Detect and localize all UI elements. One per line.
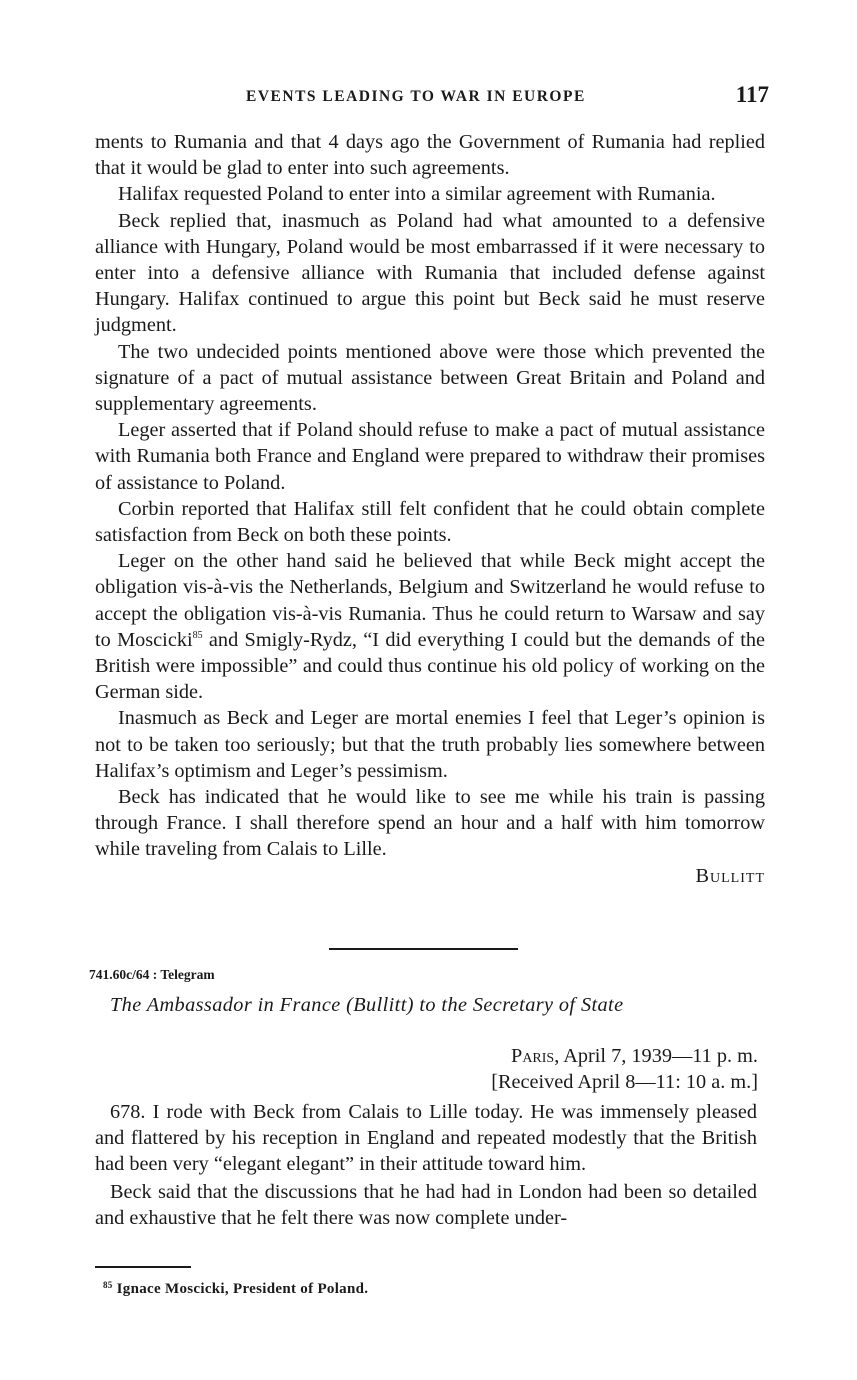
dateline-date: , April 7, 1939—11 p. m.: [554, 1045, 758, 1067]
file-reference: 741.60c/64 : Telegram: [89, 967, 215, 982]
paragraph: Corbin reported that Halifax still felt confident that he could obtain complete satisfaction from Beck on both these points.: [95, 497, 765, 547]
telegram-body-continued: [95, 129, 765, 889]
telegram-body: [95, 1099, 757, 1231]
document-title: The Ambassador in France (Bullitt) to the Secretary of State: [110, 994, 624, 1016]
footnote-reference[interactable]: 85: [192, 629, 203, 641]
section-divider: [329, 948, 518, 950]
received-line: [Received April 8—11: 10 a. m.]: [491, 1071, 758, 1093]
footnote-marker: 85: [103, 1280, 113, 1290]
footnote-text: Ignace Moscicki, President of Poland.: [116, 1281, 369, 1297]
sent-line: [491, 1043, 758, 1069]
paragraph: 678. I rode with Beck from Calais to Lille today. He was immensely pleased and flattered by his reception in England and repeated modestly that the British had been very “elegant elegant” in their attitude toward him.: [95, 1101, 757, 1175]
paragraph: Beck replied that, inasmuch as Poland had what amounted to a defensive alliance with Hungary, Poland would be most embarrassed if it were necessary to enter into a defensive alliance with Rumania that included defense against Hungary. Halifax continued to argue this point but Beck said he must reserve judgment.: [95, 209, 765, 337]
footnote: [103, 1281, 368, 1298]
paragraph: Halifax requested Poland to enter into a similar agreement with Rumania.: [118, 183, 716, 206]
paragraph: ments to Rumania and that 4 days ago the Government of Rumania had replied that it would be glad to enter into such agreements.: [95, 131, 765, 180]
paragraph: Beck has indicated that he would like to see me while his train is passing through France. I shall therefore spend an hour and a half with him tomorrow while traveling from Calais to Lille.: [95, 786, 765, 861]
dateline: [491, 1043, 758, 1095]
dateline-place: Paris: [511, 1045, 555, 1067]
paragraph-text: and Smigly-Rydz, “I did everything I could but the demands of the British were impossible” and could thus continue his old policy of working on the German side.: [95, 628, 765, 704]
page-number: 117: [735, 82, 769, 107]
signature: Bullitt: [695, 864, 765, 887]
paragraph: The two undecided points mentioned above were those which prevented the signature of a pact of mutual assistance between Great Britain and Poland and supplementary agreements.: [95, 340, 765, 416]
paragraph-text: Leger on the other hand said he believed that while Beck might accept the obligation vis-à-vis the Netherlands, Belgium and Switzerland he would refuse to accept the obligation vis-à-vis Rumania. Thus he could return to Warsaw and say to Moscicki: [95, 550, 765, 651]
footnote-rule: [95, 1266, 191, 1268]
paragraph: Beck said that the discussions that he had had in London had been so detailed and exhaustive that he felt there was now complete under-: [95, 1181, 757, 1229]
running-head: EVENTS LEADING TO WAR IN EUROPE: [246, 88, 586, 105]
paragraph: [95, 548, 765, 705]
paragraph: Inasmuch as Beck and Leger are mortal enemies I feel that Leger’s opinion is not to be taken too seriously; but that the truth probably lies somewhere between Halifax’s optimism and Leger’s pessimism.: [95, 707, 765, 782]
paragraph: Leger asserted that if Poland should refuse to make a pact of mutual assistance with Rumania both France and England were prepared to withdraw their promises of assistance to Poland.: [95, 419, 765, 494]
